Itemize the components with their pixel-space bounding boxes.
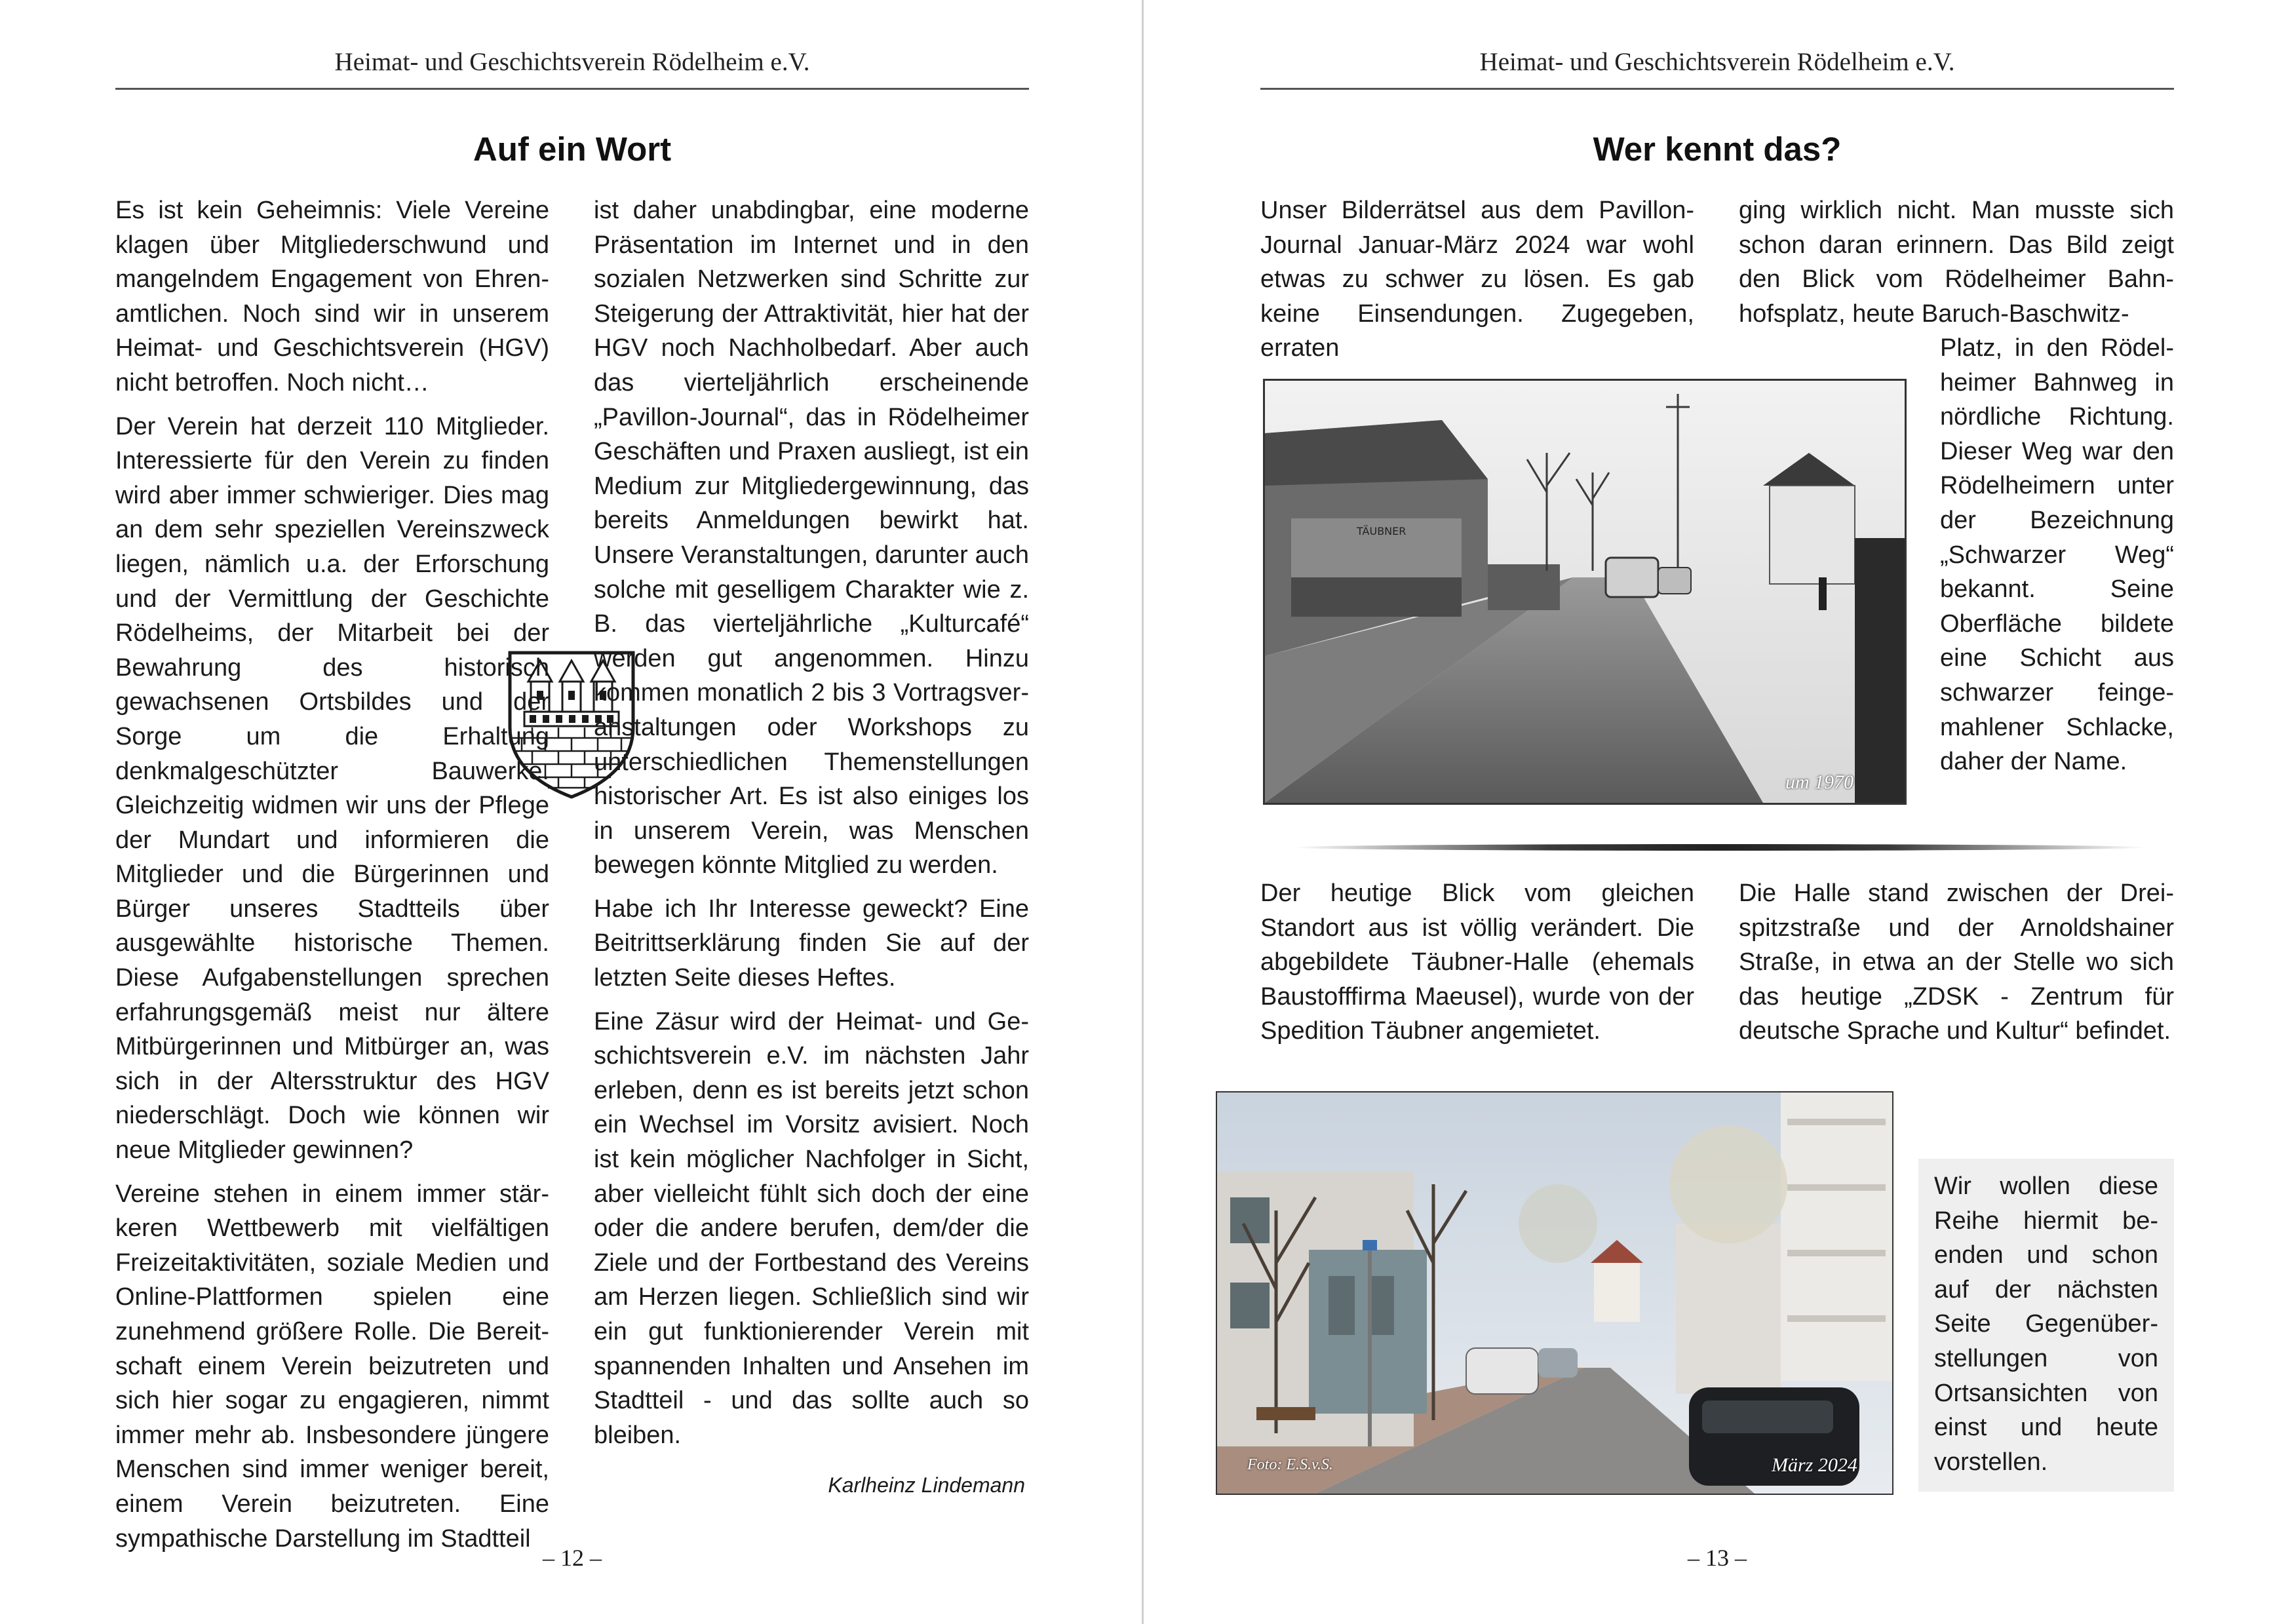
intro-column-2 bbox=[1739, 193, 2174, 331]
header-rule bbox=[115, 88, 1029, 90]
paragraph: Unser Bilderrätsel aus dem Pavillon-Journal Januar-März 2024 war wohl etwas zu schwer zu lösen. Es gab keine Einsendungen. Zugegeben, erraten bbox=[1260, 197, 1694, 362]
article-title: Wer kennt das? bbox=[1593, 130, 1842, 168]
paragraph: Der heutige Blick vom gleichen Standort aus ist völlig verändert. Die abgebildete Täubner-Halle (ehemals Baustofffirma Maeusel), wurde von der Spedition Täubner angemietet. bbox=[1260, 880, 1694, 1045]
modern-photo bbox=[1216, 1091, 1893, 1495]
paragraph: Vereine stehen in einem immer stärkeren Wettbewerb mit vielfältigen Freizeitaktivitäten, soziale Medien und Online-Plattformen spielen eine zunehmend größere Rolle. Die Bereitschaft einem Verein beizutreten und sich hier sogar zu engagieren, nimmt immer mehr ab. Insbesondere jüngere Menschen sind immer weniger bereit, einem Verein beizutreten. Eine sympathische Darstellung im Stadtteil bbox=[115, 1180, 549, 1553]
paragraph: Der Verein hat derzeit 110 Mitglieder. Interessierte für den Verein zu finden wird aber immer schwieriger. Dies mag an dem sehr speziellen Vereinszweck liegen, nämlich u.a. der Erforschung und der Vermittlung der Geschichte Rödelheims, der Mitarbeit bei der Bewahrung des historisch gewachsenen Ortsbildes und der Sorge um die Erhaltung denkmalgeschützter Bauwerke. Gleichzeitig widmen wir uns der Pflege der Mundart und informieren die Mitglieder und die Bürgerinnen und Bürger unseres Stadtteils über ausgewählte historische Themen. Diese Aufgabenstellungen sprechen erfahrungsgemäß meist nur ältere Mitbürgerinnen und Mitbürger an, was sich in der Altersstruktur des HGV niederschlägt. Doch wie können wir neue Mitglieder gewinnen? bbox=[115, 412, 549, 1165]
article-column-2 bbox=[594, 193, 1029, 1461]
author-signature: Karlheinz Lindemann bbox=[828, 1473, 1025, 1497]
page-number: – 13 – bbox=[1688, 1545, 1747, 1571]
photo-caption: um 1970 bbox=[1785, 771, 1854, 793]
modern-street-scene bbox=[1217, 1092, 1892, 1494]
article-title: Auf ein Wort bbox=[473, 130, 672, 168]
warehouse-sign: TÄUBNER bbox=[1357, 525, 1407, 537]
paragraph: Platz, in den Rödelheimer Bahnweg in nördliche Richtung. Dieser Weg war den Rödelheimern unter der Bezeichnung „Schwarzer Weg“ bekannt. Seine Oberfläche bildete eine Schicht aus schwarzer feingemahlener Schlacke, daher der Name. bbox=[1940, 334, 2174, 776]
header-rule bbox=[1260, 88, 2174, 90]
paragraph: Habe ich Ihr Interesse geweckt? Eine Beitrittserklärung finden Sie auf der letzten Seite dieses Heftes. bbox=[594, 895, 1029, 992]
lower-column-1 bbox=[1260, 876, 1694, 1049]
intro-column-2-side bbox=[1940, 331, 2174, 779]
right-page bbox=[1145, 0, 2290, 1624]
section-divider bbox=[1293, 844, 2146, 851]
closing-note-box: Wir wollen diese Reihe hiermit beenden und schon auf der nächsten Seite Gegenüberstellungen von Ortsansichten von einst und heute vorstellen. bbox=[1918, 1159, 2174, 1492]
paragraph: Eine Zäsur wird der Heimat- und Geschichtsverein e.V. im nächsten Jahr erleben, denn es ist bereits jetzt schon ein Wechsel im Vorsitz avisiert. Noch ist kein möglicher Nachfolger in Sicht, aber vielleicht fühlt sich doch der eine oder die andere berufen, dem/der die Ziele und der Fortbestand des Vereins am Herzen liegen. Schließlich sind wir ein gut funktionierender Verein mit spannenden Inhalten und Ansehen im Stadtteil - und das sollte auch so bleiben. bbox=[594, 1007, 1029, 1449]
left-page bbox=[0, 0, 1144, 1624]
historic-street-scene bbox=[1265, 381, 1905, 803]
historic-photo bbox=[1263, 379, 1907, 805]
paragraph: ging wirklich nicht. Man musste sich schon daran erinnern. Das Bild zeigt den Blick vom Rödelheimer Bahnhofsplatz, heute Baruch-Baschwitz- bbox=[1739, 197, 2174, 328]
article-column-1 bbox=[115, 193, 549, 1556]
intro-column-1 bbox=[1260, 193, 1694, 366]
photo-credit: Foto: E.S.v.S. bbox=[1247, 1456, 1333, 1473]
photo-caption: März 2024 bbox=[1772, 1454, 1857, 1476]
paragraph: Die Halle stand zwischen der Dreispitzstraße und der Arnoldshainer Straße, in etwa an der Stelle wo sich das heutige „ZDSK - Zentrum für deutsche Sprache und Kultur“ befindet. bbox=[1739, 880, 2174, 1045]
page-number: – 12 – bbox=[543, 1545, 602, 1571]
paragraph: ist daher unabdingbar, eine moderne Präsentation im Internet und in den sozialen Netzwerken sind Schritte zur Steigerung der Attraktivität, hier hat der HGV noch Nachholbedarf. Aber auch das vierteljährlich erscheinende „Pavillon-Journal“, das in Rödelheimer Geschäften und Praxen ausliegt, ist ein Medium zur Mitgliedergewinnung, das bereits Anmeldungen bewirkt hat. Unsere Veranstaltungen, darunter auch solche mit geselligem Charakter wie z. B. das vierteljährliche „Kulturcafé“ werden gut angenommen. Hinzu kommen monatlich 2 bis 3 Vortragsveranstaltungen oder Workshops zu unterschiedlichen Themenstellungen historischer Art. Es ist also einiges los in unserem Verein, was Menschen bewegen könnte Mitglied zu werden. bbox=[594, 197, 1029, 880]
lower-column-2 bbox=[1739, 876, 2174, 1049]
paragraph: Es ist kein Geheimnis: Viele Vereine klagen über Mitgliederschwund und mangelndem Engagement von Ehrenamtlichen. Noch sind wir in unserem Heimat- und Geschichtsverein (HGV) nicht betroffen. Noch nicht… bbox=[115, 197, 549, 396]
running-head: Heimat- und Geschichtsverein Rödelheim e.V. bbox=[1479, 48, 1955, 76]
running-head: Heimat- und Geschichtsverein Rödelheim e.V. bbox=[334, 48, 810, 76]
